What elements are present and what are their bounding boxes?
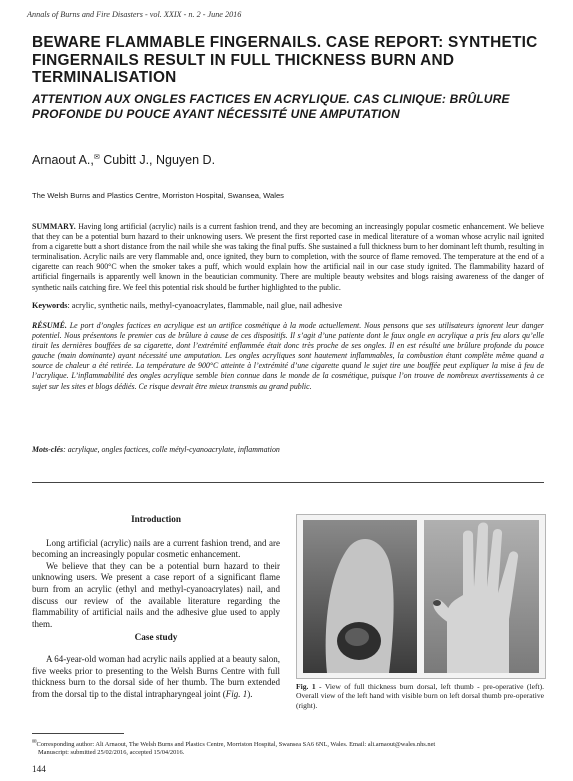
case-study-heading: Case study: [134, 632, 178, 643]
author-line: [32, 153, 215, 167]
running-head: Annals of Burns and Fire Disasters - vol. XXIX - n. 2 - June 2016: [27, 10, 242, 19]
envelope-icon: ✉: [93, 154, 100, 161]
keywords-label: Keywords: [32, 301, 68, 310]
summary-abstract: [32, 222, 544, 293]
article-title-english: BEWARE FLAMMABLE FINGERNAILS. CASE REPORT: SYNTHETIC FINGERNAILS RESULT IN FULL THICKNESS BURN AND TERMINALISATION: [32, 34, 538, 86]
keywords-text: : acrylic, synthetic nails, methyl-cyanoacrylates, flammable, nail glue, nail adhesive: [67, 301, 343, 310]
corresponding-author-text: Corresponding author: Ali Arnaout, The Welsh Burns and Plastics Centre, Morriston Hospital, Swansea SA6 6NL, Wales. Email: ali.arnaout@wales.nhs.net: [36, 741, 436, 749]
summary-text: Having long artificial (acrylic) nails is a current fashion trend, and they are becoming an increasingly popular cosmetic enhancement. We believe that they can be a potential burn hazard to their unknowing users. We present the first reported case in medical literature of a woman whose acrylic nail ignited from a cigarette butt a short distance from the nail while she was taking the final puffs. She sustained a full thickness burn to her dominant left thumb, resulting in terminalisation. Acrylic nails are very flammable and, once ignited, they burn to completion, with the source of flame removed. The temperature at the end of a cigarette can reach 900°C when the smoker takes a puff, which would explain how the artificial nail in our case study ignited. The flammability hazard of artificial fingernails is apparently well known in the beautician community. There are multiple beauty websites and blogs raising awareness of the danger of synthetic nails catching fire. We feel this potential risk should be further highlighted to the public.: [32, 222, 544, 292]
affiliation: The Welsh Burns and Plastics Centre, Morriston Hospital, Swansea, Wales: [32, 191, 284, 200]
figure-1-images: [296, 514, 546, 679]
figure-1-caption: [296, 682, 544, 710]
summary-label: SUMMARY.: [32, 222, 76, 231]
figure-1-label: Fig. 1: [296, 682, 316, 691]
footnote: [32, 738, 544, 758]
envelope-icon: ✉: [32, 739, 37, 745]
introduction-paragraph-2: We believe that they can be a potential burn hazard to their unknowing users. We present a case report of a significant flame burn from an acrylic (ethyl and methyl-cyanoacrylates) nail, and discuss our review of the available literature regarding the flammability of artificial nails and the adhesive glue used to apply them.: [32, 560, 280, 629]
figure-reference-link[interactable]: Fig. 1: [225, 688, 248, 699]
mots-cles-label: Mots-clés: [32, 445, 64, 454]
figure-1-caption-text: - View of full thickness burn dorsal, left thumb - pre-operative (left). Overall view of the left hand with visible burn on left dorsal thumb pre-operative (right).: [296, 682, 545, 710]
body-left-column: [32, 514, 280, 700]
resume-abstract: [32, 321, 544, 392]
introduction-heading: Introduction: [131, 514, 181, 524]
figure-1-photographs: [297, 515, 545, 678]
resume-label: RÉSUMÉ.: [32, 321, 67, 330]
corresponding-author-note: [32, 738, 544, 749]
manuscript-dates: Manuscript: submitted 25/02/2016, accepted 15/04/2016.: [38, 749, 185, 757]
article-title-french: ATTENTION AUX ONGLES FACTICES EN ACRYLIQUE. CAS CLINIQUE: BRÛLURE PROFONDE DU POUCE AYANT NÉCESSITÉ UNE AMPUTATION: [32, 92, 510, 121]
mots-cles-text: : acrylique, ongles factices, colle métyl-cyanoacrylate, inflammation: [63, 445, 280, 454]
case-study-text: A 64-year-old woman had acrylic nails applied at a beauty salon, five weeks prior to presenting to the Welsh Burns Centre with full thickness burn to the dorsal side of her thumb. The burn extended from the dorsal tip to the distal intrapharyngeal joint (: [32, 653, 280, 699]
case-study-text-end: ).: [247, 688, 253, 699]
footnote-rule: [32, 733, 124, 734]
mots-cles: [32, 445, 544, 455]
section-divider: [32, 482, 544, 483]
page-number: 144: [32, 764, 46, 774]
keywords: [32, 301, 544, 311]
resume-text: Le port d’ongles factices en acrylique est un artifice cosmétique à la mode actuellement. Nous pensons que ses utilisateurs ignorent leur danger potentiel. Nous présentons le premier cas de brûlure à cause de ces dispositifs. Il s’agit d’une patiente dont le faux ongle en acrylique a pris feu alors qu’elle tirait les dernières bouffées de sa cigarette, dont l’extrémité enflammée était donc très proche de ses ongles. Il en est résulté une brûlure profonde du pouce gauche (main dominante) ayant nécessité une amputation. Les ongles acryliques sont hautement inflammables, la combustion étant complète même quand a source de chaleur a été retirée. La température de 900°C atteinte à l’extrémité d’une cigarette quand le sujet tire une bouffée peut expliquer la mise à feu de l’acrylique. L’inflammabilité des ongles acrylique semble bien connue dans le monde de la cosmétique, puisque l’on trouve de nombreux avertissements à ce sujet sur les sites et blogs dédiés. Ce risque devrait être mieux transmis au grand public.: [32, 321, 544, 391]
author-rest: Cubitt J., Nguyen D.: [99, 153, 216, 167]
left-hand-photo: [424, 520, 539, 673]
case-study-paragraph-1: [32, 654, 280, 700]
author-first: Arnaout A.,: [32, 153, 94, 167]
thumb-closeup-photo: [303, 520, 417, 673]
introduction-paragraph-1: Long artificial (acrylic) nails are a current fashion trend, and are becoming an increasingly popular cosmetic enhancement.: [32, 537, 280, 560]
